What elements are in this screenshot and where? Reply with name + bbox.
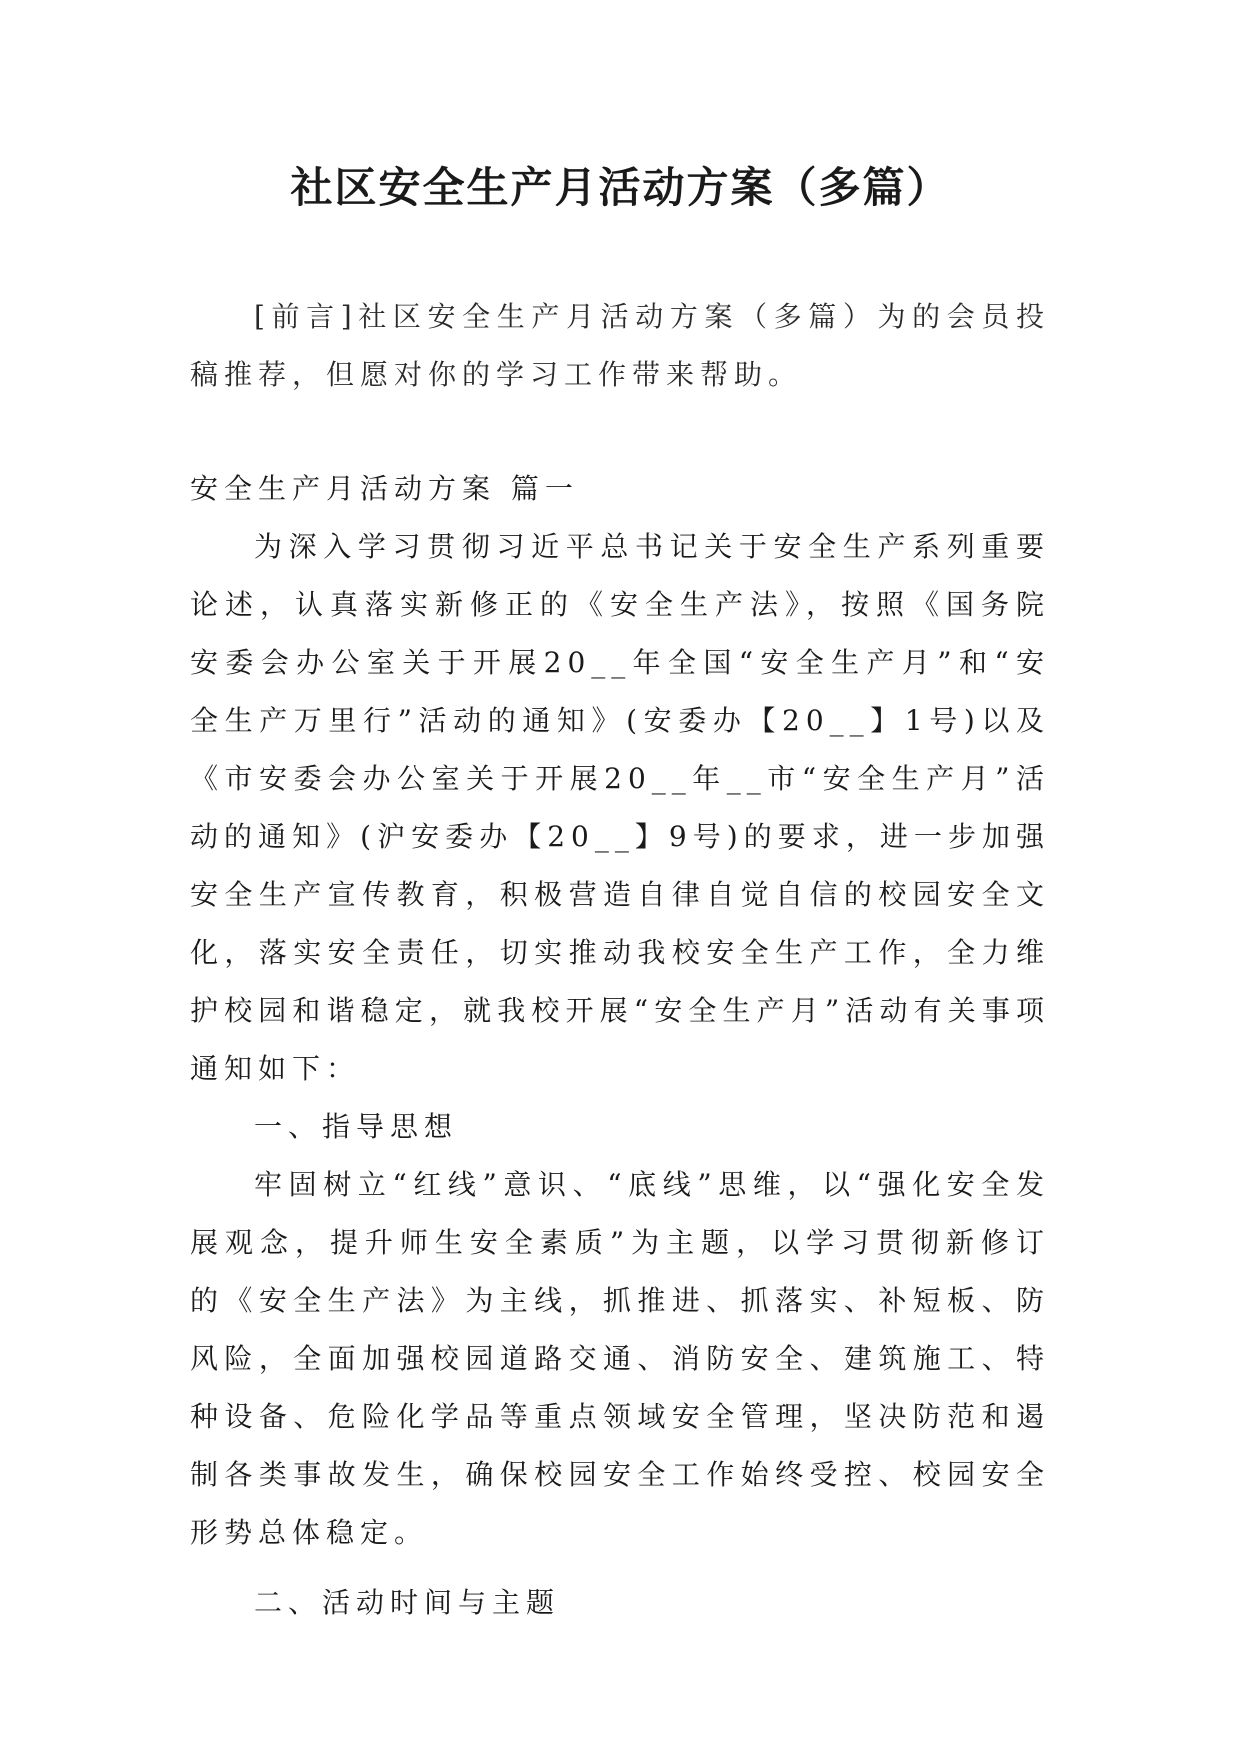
section-title: 安全生产月活动方案 篇一 bbox=[190, 472, 579, 505]
spacer bbox=[190, 404, 1050, 460]
body-paragraph-intro: 为深入学习贯彻习近平总书记关于安全生产系列重要论述，认真落实新修正的《安全生产法》，按照《国务院安委会办公室关于开展20__年全国“安全生产月”和“安全生产万里行”活动的通知》(安委办【20__】1号)以及《市安委会办公室关于开展20__年__市“安全生产月”活动的通知》(沪安委办【20__】9号)的要求，进一步加强安全生产宣传教育，积极营造自律自觉自信的校园安全文化，落实安全责任，切实推动我校安全生产工作，全力维护校园和谐稳定，就我校开展“安全生产月”活动有关事项通知如下： bbox=[190, 530, 1050, 1085]
body-paragraph-guiding-ideology: 牢固树立“红线”意识、“底线”思维，以“强化安全发展观念，提升师生安全素质”为主题，以学习贯彻新修订的《安全生产法》为主线，抓推进、抓落实、补短板、防风险，全面加强校园道路交通、消防安全、建筑施工、特种设备、危险化学品等重点领域安全管理，坚决防范和遏制各类事故发生，确保校园安全工作始终受控、校园安全形势总体稳定。 bbox=[190, 1168, 1050, 1549]
document-title: 社区安全生产月活动方案（多篇） bbox=[290, 163, 951, 212]
document-body bbox=[190, 288, 1050, 1632]
preface-paragraph: [前言]社区安全生产月活动方案（多篇）为的会员投稿推荐，但愿对你的学习工作带来帮助。 bbox=[190, 300, 1050, 391]
heading-activity-time-theme: 二、活动时间与主题 bbox=[254, 1586, 561, 1619]
heading-guiding-ideology: 一、指导思想 bbox=[254, 1110, 459, 1143]
spacer bbox=[190, 1562, 1050, 1574]
